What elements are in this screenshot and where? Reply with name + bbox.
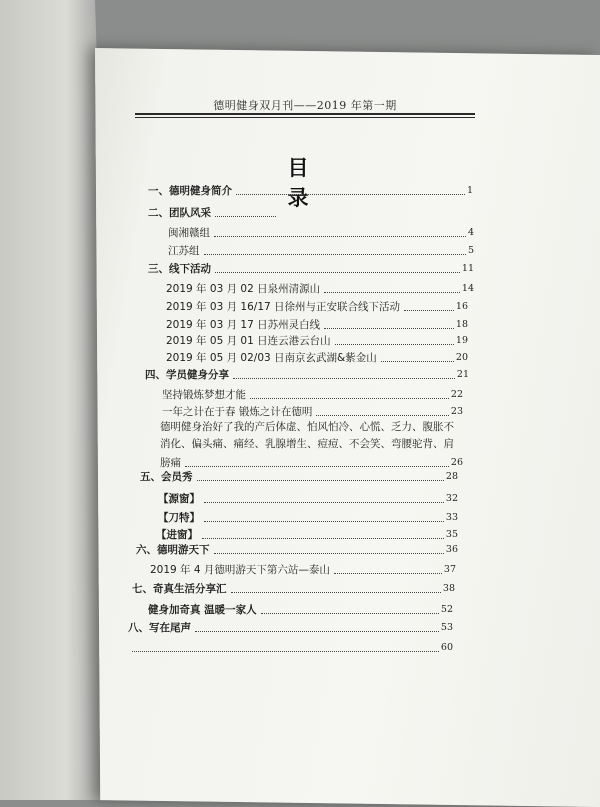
dot-leader [335, 344, 454, 345]
toc-entry-label: 一年之计在于春 锻炼之计在德明 [162, 406, 313, 418]
toc-entry-page: 52 [440, 604, 453, 615]
dot-leader [214, 236, 466, 237]
toc-entry-label: 江苏组 [168, 245, 200, 257]
toc-entry-label: 膀痛 [160, 457, 181, 469]
toc-entry [168, 240, 474, 258]
toc-entry-label: 2019 年 03 月 02 日泉州清源山 [166, 283, 321, 295]
toc-entry-label: 健身加奇真 温暖一家人 [148, 604, 257, 616]
toc-entry-page: 28 [445, 471, 458, 482]
toc-entry [166, 347, 468, 365]
toc-entry-page: 11 [461, 263, 474, 274]
toc-entry-label: 2019 年 03 月 16/17 日徐州与正安联合线下活动 [166, 301, 401, 313]
toc-entry-label: 二、团队风采 [148, 207, 211, 219]
toc-entry-page: 53 [440, 622, 453, 633]
toc-entry-label: 2019 年 05 月 01 日连云港云台山 [166, 335, 331, 347]
toc-entry-page: 18 [455, 319, 468, 330]
toc-entry-page: 26 [450, 457, 463, 468]
toc-entry-label: 2019 年 4 月德明游天下第六站—泰山 [150, 564, 330, 576]
toc-entry-wrapped-line: 消化、偏头痛、痛经、乳腺增生、痘痘、不会笑、弯腰驼背、肩 [160, 438, 454, 450]
running-header: 德明健身双月刊——2019 年第一期 [213, 99, 397, 112]
toc-entry-label: 六、德明游天下 [136, 544, 210, 556]
toc-entry-label: 闽湘赣组 [168, 227, 210, 239]
toc-entry-label: 一、德明健身简介 [148, 185, 232, 197]
toc-entry [136, 539, 458, 557]
toc-entry-page: 19 [455, 335, 468, 346]
toc-entry-page: 35 [445, 529, 458, 540]
toc-entry-page: 21 [456, 369, 469, 380]
toc-entry [148, 599, 453, 617]
toc-entry-page: 37 [443, 564, 456, 575]
dot-leader [316, 415, 449, 416]
toc-entry-label: 【刀特】 [158, 512, 200, 524]
toc-entry [148, 180, 473, 198]
toc-entry [158, 507, 458, 525]
toc-entry-page: 23 [450, 406, 463, 417]
toc-entry-page: 22 [450, 389, 463, 400]
dot-leader [197, 480, 444, 481]
toc-entry [162, 401, 463, 419]
toc-entry-page: 5 [467, 245, 474, 256]
dot-leader [324, 328, 454, 329]
dot-leader [324, 292, 460, 293]
toc-entry [140, 466, 458, 484]
header-rule-thick [135, 113, 475, 115]
dot-leader [381, 361, 454, 362]
dot-leader [261, 613, 439, 614]
dot-leader [215, 272, 460, 273]
toc-entry-label: 七、奇真生活分享汇 [132, 583, 227, 595]
toc-entry-page: 4 [467, 227, 474, 238]
toc-entry-page: 33 [445, 512, 458, 523]
toc-entry [166, 296, 468, 314]
toc-entry-page: 14 [461, 283, 474, 294]
dot-leader [250, 398, 449, 399]
dot-leader [214, 553, 444, 554]
toc-entry-label: 2019 年 03 月 17 日苏州灵白线 [166, 319, 321, 331]
toc-entry [168, 222, 474, 240]
toc-entry [166, 278, 474, 296]
toc-entry-page: 38 [442, 583, 455, 594]
toc-entry [145, 364, 469, 382]
dot-leader [204, 521, 444, 522]
dot-leader [204, 254, 466, 255]
toc-entry-label: 三、线下活动 [148, 263, 211, 275]
dot-leader [334, 573, 442, 574]
toc-title: 目 录 [287, 155, 327, 210]
toc-entry-page: 32 [445, 493, 458, 504]
toc-entry [150, 559, 456, 577]
toc-entry [148, 258, 474, 276]
dot-leader [204, 502, 444, 503]
toc-entry [158, 488, 458, 506]
toc-entry-page: 16 [455, 301, 468, 312]
toc-entry-label: 2019 年 05 月 02/03 日南京玄武湖&紫金山 [166, 352, 377, 364]
toc-entry-page: 36 [445, 544, 458, 555]
toc-entry [128, 617, 453, 635]
toc-entry-page: 20 [455, 352, 468, 363]
toc-entry-page: 1 [466, 185, 473, 196]
toc-entry [162, 384, 463, 402]
dot-leader [231, 592, 441, 593]
header-rule-thin [135, 117, 475, 118]
toc-entry [132, 578, 455, 596]
toc-entry-label: 坚持锻炼梦想才能 [162, 389, 246, 401]
dot-leader [195, 631, 439, 632]
toc-entry-label: 【进窗】 [156, 529, 198, 541]
toc-entry-label: 四、学员健身分享 [145, 369, 229, 381]
toc-entry [148, 202, 278, 220]
dot-leader [132, 651, 439, 652]
toc-entry [166, 330, 468, 348]
toc-entry-label: 八、写在尾声 [128, 622, 191, 634]
dot-leader [404, 310, 454, 311]
toc-entry-wrapped-line: 德明健身治好了我的产后体虚、怕风怕冷、心慌、乏力、腹胀不 [160, 421, 454, 433]
dot-leader [215, 216, 276, 217]
dot-leader [233, 378, 455, 379]
toc-entry-label: 五、会员秀 [140, 471, 193, 483]
toc-entry-label: 【源窗】 [158, 493, 200, 505]
dot-leader [236, 194, 465, 195]
toc-entry [128, 637, 453, 655]
toc-entry-page: 60 [440, 642, 453, 653]
